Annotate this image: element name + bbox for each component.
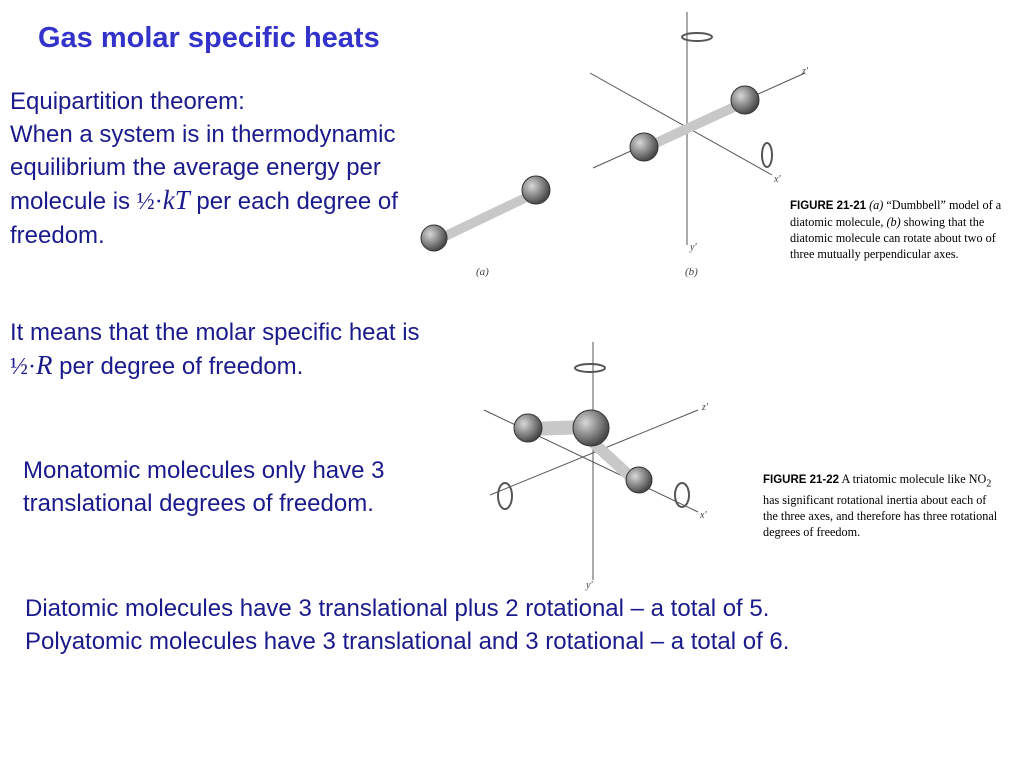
triatomic-figure xyxy=(470,330,740,592)
atom-sphere xyxy=(630,133,658,161)
figure-number: FIGURE 21-21 xyxy=(790,200,867,212)
caption-part-label: (b) xyxy=(886,215,901,229)
z-axis-label: z′ xyxy=(802,66,809,77)
summary-paragraph xyxy=(25,592,985,658)
slide-title: Gas molar specific heats xyxy=(38,22,380,54)
diatomic-line: Diatomic molecules have 3 translational plus 2 rotational – a total of 5. xyxy=(25,595,770,622)
atom-sphere xyxy=(731,86,759,114)
equipartition-text: When a system is in thermodynamic equilibrium the average energy per molecule is xyxy=(10,121,396,215)
axes-b xyxy=(590,12,809,253)
figure-21-22-caption xyxy=(763,471,999,540)
caption-text: has significant rotational inertia about each of the three axes, and therefore has three rotational degrees of freedom. xyxy=(763,493,998,540)
R-symbol: R xyxy=(36,350,53,380)
polyatomic-line: Polyatomic molecules have 3 translational and 3 rotational – a total of 6. xyxy=(25,628,790,655)
rotation-arrow-icon xyxy=(575,364,605,372)
panel-b-label: (b) xyxy=(685,266,698,278)
multiply-dot: · xyxy=(154,189,163,215)
y-axis-label: y′ xyxy=(586,580,593,591)
molar-text: It means that the molar specific heat is xyxy=(10,319,420,346)
dumbbell-model-a xyxy=(421,176,550,251)
equipartition-paragraph xyxy=(10,85,420,252)
molar-tail: per degree of freedom. xyxy=(59,353,304,380)
atom-sphere xyxy=(626,467,652,493)
atom-sphere xyxy=(514,414,542,442)
y-axis-label: y′ xyxy=(690,242,697,253)
caption-text: “Dumbbell” model of a diatomic molecule, xyxy=(790,198,1002,229)
axes-triatomic xyxy=(484,342,709,591)
panel-a-label: (a) xyxy=(476,266,489,278)
atom-sphere xyxy=(573,410,609,446)
equipartition-tail: per each degree of freedom. xyxy=(10,188,398,249)
half-fraction: ½ xyxy=(10,354,28,380)
z-axis-label: z′ xyxy=(702,402,709,413)
multiply-dot: · xyxy=(28,354,36,380)
equipartition-heading: Equipartition theorem: xyxy=(10,88,245,115)
kT-symbol: kT xyxy=(162,185,190,215)
diatomic-figure xyxy=(410,0,809,295)
figure-number: FIGURE 21-22 xyxy=(763,474,840,486)
rotation-arrow-icon xyxy=(762,143,772,167)
monatomic-paragraph: Monatomic molecules only have 3 translational degrees of freedom. xyxy=(23,457,385,517)
half-fraction: ½ xyxy=(136,189,155,215)
molar-heat-paragraph xyxy=(10,316,420,384)
x-axis-label: x′ xyxy=(774,174,781,185)
rotation-arrow-icon xyxy=(675,483,689,507)
rotation-arrow-icon xyxy=(498,483,512,509)
caption-subscript: 2 xyxy=(986,478,992,490)
atom-sphere xyxy=(522,176,550,204)
atom-sphere xyxy=(421,225,447,251)
x-axis-label: x′ xyxy=(700,510,707,521)
caption-part-label: (a) xyxy=(869,198,884,212)
caption-text: A triatomic molecule like NO xyxy=(841,472,987,486)
caption-text: showing that the diatomic molecule can rotate about two of three mutually perpendicular axes. xyxy=(790,215,996,261)
figure-21-21-caption xyxy=(790,197,1022,262)
